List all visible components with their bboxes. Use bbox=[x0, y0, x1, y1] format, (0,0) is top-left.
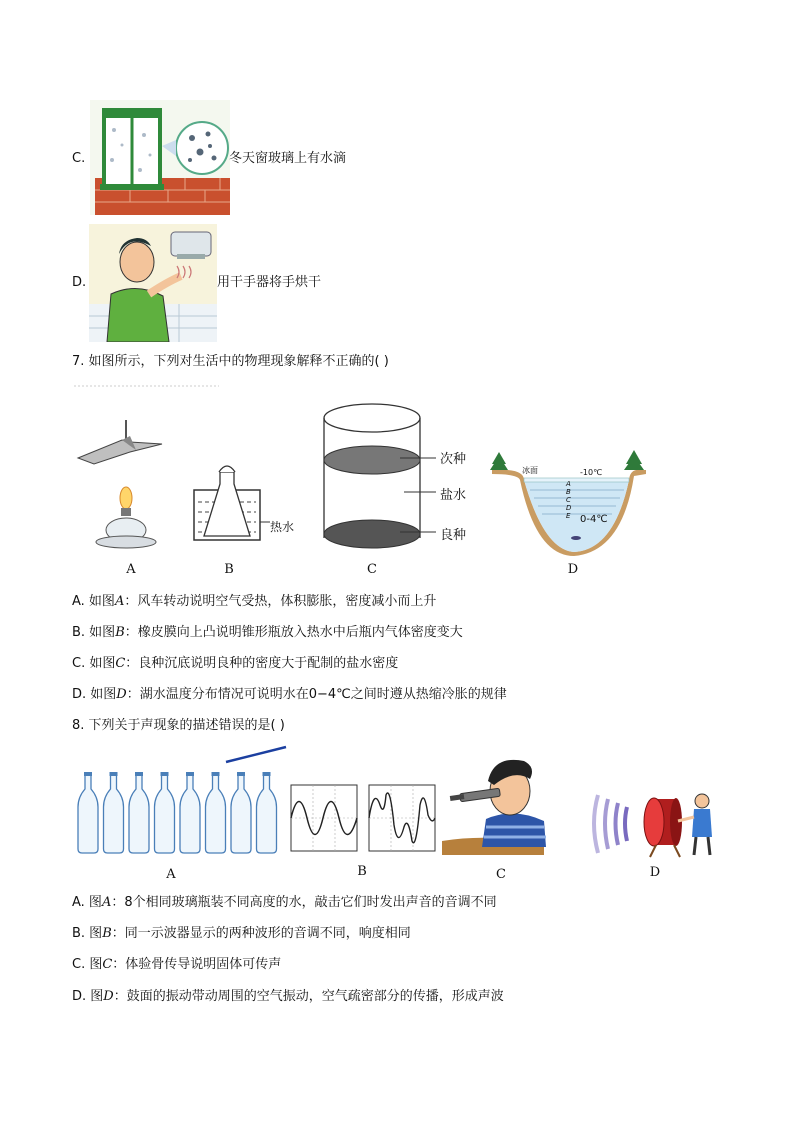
fig-d-air-temp: -10℃ bbox=[580, 468, 603, 477]
q8-option-a: A. 图A：8个相同玻璃瓶装不同高度的水，敲击它们时发出声音的音调不同 bbox=[72, 895, 497, 910]
fig-d-drum bbox=[594, 794, 712, 857]
glass-bottle bbox=[231, 772, 251, 853]
glass-bottle bbox=[129, 772, 149, 853]
q8-option-c: C. 图C：体验骨传导说明固体可传声 bbox=[72, 957, 282, 972]
glass-bottle bbox=[155, 772, 175, 853]
glass-bottle bbox=[180, 772, 200, 853]
question-7-stem: 7. 如图所示，下列对生活中的物理现象解释不正确的( ) bbox=[72, 354, 389, 369]
q7-option-b: B. 如图B：橡皮膜向上凸说明锥形瓶放入热水中后瓶内气体密度变大 bbox=[72, 625, 463, 640]
glass-bottle bbox=[206, 772, 226, 853]
fig-c-bone-conduction bbox=[442, 760, 546, 855]
fig7-label-d: D bbox=[567, 562, 579, 577]
fig-b-waveforms bbox=[291, 785, 435, 851]
fig-c-top-label: 次种 bbox=[440, 452, 467, 467]
option-d-letter: D. bbox=[72, 275, 87, 290]
q7-option-a: A. 如图A：风车转动说明空气受热，体积膨胀，密度减小而上升 bbox=[72, 594, 437, 609]
question-8-stem: 8. 下列关于声现象的描述错误的是( ) bbox=[72, 718, 285, 733]
window-condensation-image bbox=[90, 100, 230, 215]
fig-c-bottom-label: 良种 bbox=[440, 528, 467, 543]
fig-c-mid-label: 盐水 bbox=[440, 488, 467, 503]
fig-d-layers: A B C D E bbox=[566, 480, 572, 520]
fig7-label-c: C bbox=[367, 562, 377, 577]
fig-a-bottles bbox=[78, 772, 277, 853]
option-c-text: 冬天窗玻璃上有水滴 bbox=[229, 151, 347, 166]
hand-dryer-image bbox=[89, 224, 217, 342]
option-c-letter: C. bbox=[72, 151, 86, 166]
glass-bottle bbox=[257, 772, 277, 853]
glass-bottle bbox=[78, 772, 98, 853]
fig-a-windmill bbox=[78, 420, 162, 548]
q7-option-d: D. 如图D：湖水温度分布情况可说明水在0−4℃之间时遵从热缩冷胀的规律 bbox=[72, 687, 507, 702]
q8-figure bbox=[74, 745, 724, 865]
q8-option-b: B. 图B：同一示波器显示的两种波形的音调不同，响度相同 bbox=[72, 926, 411, 941]
fig-d-water-temp: 0-4℃ bbox=[580, 514, 608, 525]
glass-bottle bbox=[104, 772, 124, 853]
fig7-label-b: B bbox=[224, 562, 234, 577]
q8-option-d: D. 图D：鼓面的振动带动周围的空气振动，空气疏密部分的传播，形成声波 bbox=[72, 989, 504, 1004]
q7-option-c: C. 如图C：良种沉底说明良种的密度大于配制的盐水密度 bbox=[72, 656, 399, 671]
option-d-text: 用干手器将手烘干 bbox=[217, 275, 322, 290]
fig7-label-a: A bbox=[126, 562, 136, 577]
fig8-label-a: A bbox=[166, 867, 176, 882]
fig8-label-c: C bbox=[496, 867, 506, 882]
fig8-label-d: D bbox=[649, 865, 661, 880]
fig8-label-b: B bbox=[357, 864, 367, 879]
fig-c-cylinder bbox=[324, 404, 436, 548]
fig-b-hot-water-label: 热水 bbox=[270, 520, 295, 534]
fig-d-ice-label: 冰面 bbox=[522, 466, 538, 475]
fig-b-flask bbox=[194, 466, 270, 540]
